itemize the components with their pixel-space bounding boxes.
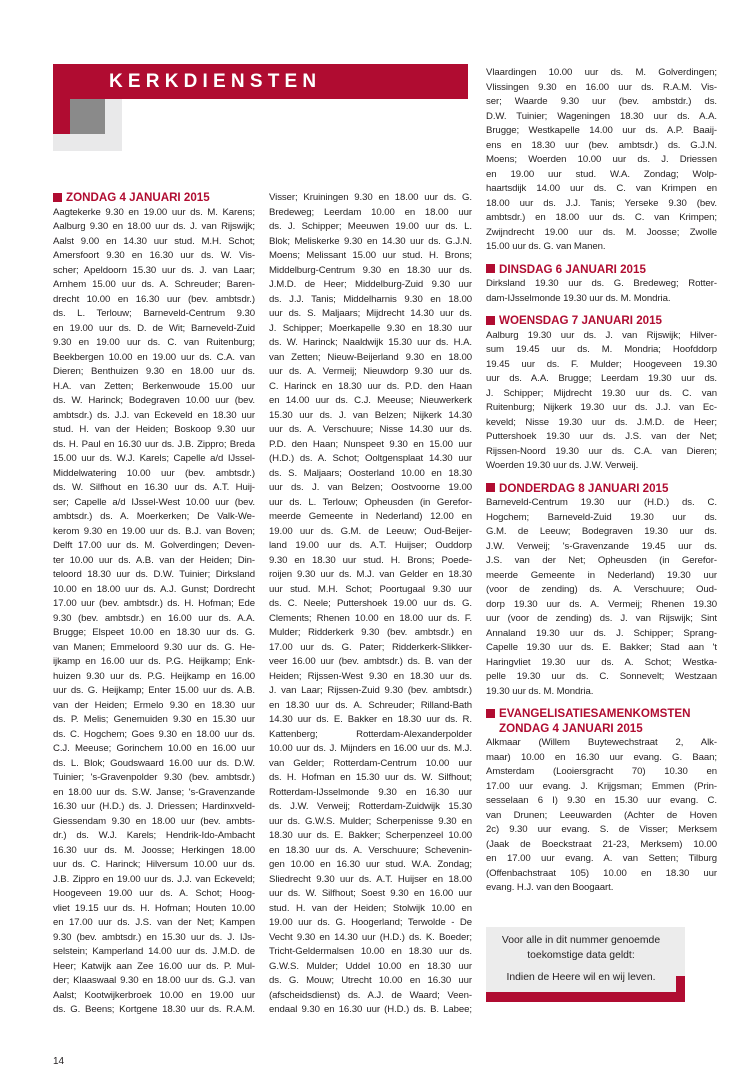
header-decoration-gray (70, 99, 105, 134)
service-text-line: G.W.S. Mulder; Uddel 10.00 en 18.30 uur (269, 960, 472, 972)
service-text-line: ds. H. Hofman en 15.30 uur ds. W. Silfhout; (269, 772, 472, 783)
service-text-line: huizen 9.30 uur ds. P.G. Heijkamp en 16.00 (53, 670, 255, 682)
schedule-section (486, 482, 717, 700)
service-text-line: uur ds. A. Verschuure; Nisse 14.30 uur ds. (269, 424, 472, 435)
service-text-line: Zwijndrecht 19.00 uur ds. M. Joosse; Zwolle (486, 226, 717, 238)
service-text-line: Aalst; Kootwijkerbroek 10.00 en 19.00 uur (53, 989, 255, 1001)
service-text-line: ds. C. Neele; Puttershoek 19.00 uur ds. G. (269, 598, 472, 609)
service-text-line: Brugge; Westkapelle 14.00 uur ds. A.P. Baaij- (486, 125, 717, 136)
service-text-line: Brugge; Elspeet 10.00 en 18.30 uur ds. G. (53, 627, 255, 638)
service-text-line: dr.) ds. W.J. Karels; Hendrik-Ido-Ambacht (53, 830, 255, 841)
service-text-line: endaal 9.30 en 16.30 uur (H.D.) ds. B. Labee; (269, 1004, 472, 1015)
service-text-line: Haringvliet 19.30 uur ds. A. Schot; Westka- (486, 656, 717, 668)
service-text-line: ds. C. Hogchem; Goes 9.30 en 18.00 uur ds. (53, 728, 255, 740)
service-text-line: 19.30 uur ds. M. Mondria. (486, 685, 594, 697)
service-text-line: 17.00 uur ds. G. Pater; Ridderkerk-Slikker- (269, 641, 472, 653)
service-text-line: 15.30 uur ds. J. van Belzen; Nijkerk 14.30 (269, 409, 472, 421)
service-text-line: Middelburg-Centrum 9.30 en 18.30 uur ds. (269, 264, 472, 276)
section-heading (486, 707, 717, 722)
service-text-line: haartsdijk 14.00 uur ds. C. van Krimpen en (486, 183, 717, 194)
service-text-line: scher; Apeldoorn 15.30 uur ds. J. van Laar; (53, 264, 255, 276)
section-heading-text: WOENSDAG 7 JANUARI 2015 (499, 314, 662, 327)
service-text-line: 10.00 en 18.00 uur ds. A.J. Gunst; Dordrecht (53, 583, 255, 595)
service-text-line: 2c) 9.30 uur evang. S. de Visser; Merksem (486, 824, 717, 835)
service-text-line: Barneveld-Centrum 19.30 uur (H.D.) ds. C. (486, 497, 717, 508)
service-text-line: gen 10.00 en 16.30 uur stud. W.A. Zondag; (269, 859, 472, 870)
service-text-line: uur ds. J. van Belzen; Oostvoorne 19.00 (269, 482, 472, 493)
service-text-line: J.W. Verweij; 's-Gravenzande 19.45 uur ds. (486, 540, 717, 552)
service-text-line: 17.00 uur evang. J. Krijgsman; Emmen (Prin- (486, 780, 717, 792)
service-text-line: en 19.00 uur stud. W.A. Zondag; Wolp- (486, 168, 717, 180)
service-text-line: 19.00 uur ds. G. Hoogerland; Terwolde - De (269, 917, 472, 928)
service-text-line: Aalburg 19.30 uur ds. J. van Rijswijk; Hilver- (486, 329, 717, 341)
service-text-line: 9.30 (bev. ambtsdr.) en 16.00 uur ds. A.A. (53, 612, 255, 624)
service-text-line: uur ds. G. Heijkamp; Enter 15.00 uur ds. A.B. (53, 685, 255, 696)
service-text-line: uur ds. W. Silfhout; Soest 9.30 en 16.00 uur (269, 888, 472, 899)
service-text-line: Heiden; Rijssen-West 9.30 en 18.30 uur ds. (269, 670, 472, 682)
service-text-line: ds. G. Beens; Kortgene 18.30 uur ds. R.A.M. (53, 1004, 255, 1015)
service-text-line: veer 16.00 uur (bev. ambtsdr.) ds. B. van der (269, 656, 472, 667)
service-text-line: ds. P. Melis; Genemuiden 9.30 en 15.30 uur (53, 714, 255, 725)
service-text-line: sesselaan 6 I) 9.30 en 15.30 uur evang. C. (486, 795, 717, 806)
service-text-line: (afscheidsdienst) ds. A.J. de Waard; Veen- (269, 989, 472, 1001)
service-text-line: H.A. van Zetten; Berkenwoude 15.00 uur (53, 380, 255, 392)
service-text-line: Clements; Rhenen 10.00 en 18.00 uur ds. F. (269, 612, 472, 624)
service-text-line: teloord 18.30 uur ds. D.W. Tuinier; Dirksland (53, 569, 255, 580)
service-text-line: pelle 19.30 uur ds. C. Sonnevelt; Westzaan (486, 671, 717, 682)
service-text-line: Tuinier; 's-Gravenpolder 9.30 (bev. ambtsdr.) (53, 772, 255, 783)
service-text-line: P.D. den Haan; Nunspeet 9.30 en 15.00 uur (269, 438, 472, 450)
service-text-line: G.M. de Leeuw; Bodegraven 19.30 uur ds. (486, 526, 717, 537)
page-number: 14 (53, 1056, 65, 1067)
section-heading-text: DINSDAG 6 JANUARI 2015 (499, 262, 646, 276)
service-text-line: 10.00 uur ds. J. Mijnders en 16.00 uur ds. M.J. (269, 743, 472, 754)
service-text-line: 9.30 (bev. ambtsdr.) en 15.30 uur ds. J. IJs- (53, 931, 255, 943)
page-title: KERKDIENSTEN (109, 71, 322, 92)
service-text-line: 9.30 en 18.30 uur stud. H. Brons; Poede- (269, 554, 472, 566)
service-text-line: ds. W. Harinck; Bodegraven 10.00 uur (bev. (53, 395, 255, 406)
service-text-line: Vlaardingen 10.00 uur ds. M. Golverdingen; (486, 67, 717, 78)
service-text-line: Heer; Katwijk aan Zee 16.00 uur ds. P. Mul- (53, 960, 255, 972)
service-text-line: ambtsdr.) ds. A. Moerkerken; De Valk-We- (53, 511, 255, 522)
service-text-line: Alkmaar (Willem Buytewechstraat 2, Alk- (486, 737, 717, 748)
column-1 (53, 191, 255, 1018)
service-text-line: (voor de zending) ds. A. Verschuure; Oud- (486, 584, 717, 595)
service-text-line: en 14.00 uur ds. C.J. Meeuse; Nieuwerkerk (269, 395, 472, 406)
service-text-line: van der Heiden; Ermelo 9.30 en 18.30 uur (53, 699, 255, 711)
service-text-line: Kattenberg; Rotterdam-Alexanderpolder (269, 728, 472, 740)
service-text-line: Ruitenburg; Nijkerk 19.30 uur ds. J.J. van Ec- (486, 402, 717, 413)
service-text-line: 18.30 uur ds. E. Bakker; Scherpenzeel 10.00 (269, 830, 472, 841)
service-text-line: keveld; Nisse 19.30 uur ds. J.M.D. de Heer; (486, 416, 717, 428)
service-text-line: Aalburg 9.30 en 18.00 uur ds. J. van Rijswijk; (53, 221, 255, 232)
schedule-section (53, 191, 255, 1018)
service-text-line: Vecht 9.30 en 14.30 uur (H.D.) ds. K. Boeder; (269, 931, 472, 943)
service-text-line: land 19.00 uur ds. A.T. Huijser; Ouddorp (269, 540, 472, 551)
service-text-line: meerde Gemeente in Nederland) 19.30 uur (486, 569, 717, 581)
service-text-line: Annaland 19.30 uur ds. J. Schipper; Sprang- (486, 627, 717, 639)
service-text-line: ser; Capelle a/d IJssel-West 10.00 uur (bev. (53, 496, 255, 508)
service-text-line: drecht 10.00 en 16.30 uur (bev. ambtsdr.) (53, 293, 255, 305)
service-text-line: evang. H.J. van den Boogaart. (486, 882, 614, 893)
square-bullet-icon (486, 264, 495, 273)
service-text-line: 14.30 uur ds. E. Bakker en 18.30 uur ds. R. (269, 714, 472, 725)
service-text-line: Vlissingen 9.30 en 16.00 uur ds. R.A.M. Vis- (486, 81, 717, 93)
service-text-line: selstein; Kamperland 14.00 uur ds. J.M.D. de (53, 946, 255, 957)
service-text-line: uur ds. L. Terlouw; Opheusden (in Gerefor- (269, 496, 472, 508)
service-text-line: der; Klaaswaal 9.30 en 18.00 uur ds. G.J. van (53, 975, 255, 986)
service-text-line: Dirksland 19.30 uur ds. G. Bredeweg; Rotter- (486, 278, 717, 289)
schedule-section (486, 314, 717, 474)
service-text-line: 19.45 uur ds. F. Mulder; Hoogeveen 19.30 (486, 358, 717, 370)
service-text-line: ens en 18.30 uur (bev. ambtsdr.) ds. G.J.N. (486, 139, 717, 151)
service-text-line: ds. H. Paul en 16.30 uur ds. J.B. Zippro; Breda (53, 438, 255, 450)
service-text-line: (Offenbachstraat 105) 10.00 en 18.30 uur (486, 867, 717, 879)
service-text-line: J. Schipper; Mijdrecht 19.30 uur ds. C. van (486, 387, 717, 399)
service-text-line: Tricht-Geldermalsen 10.00 en 18.30 uur ds. (269, 946, 472, 957)
service-text-line: ds. S. Maljaars; Oosterland 10.00 en 18.30 (269, 467, 472, 479)
service-text-line: ds. W. Harinck; Naaldwijk 15.30 uur ds. H.A. (269, 337, 472, 348)
section-heading (486, 482, 717, 497)
service-text-line: 15.00 uur ds. G. van Manen. (486, 241, 606, 252)
service-text-line: D.W. Tuinier; Wageningen 18.30 uur ds. A.A. (486, 110, 717, 122)
square-bullet-icon (53, 193, 62, 202)
service-text-line: Middelwatering 10.00 uur (bev. ambtsdr.) (53, 467, 255, 479)
service-text-line: van Gelder; Rotterdam-Centrum 10.00 uur (269, 757, 472, 769)
column-2 (269, 191, 472, 1018)
service-text-line: en 18.00 uur ds. S.W. Janse; 's-Gravenzande (53, 786, 255, 798)
service-text-line: ambtsdr.) en 18.00 uur ds. C. van Krimpen; (486, 212, 717, 223)
service-text-line: C.J. Meeuse; Gorinchem 10.00 en 16.00 uur (53, 743, 255, 754)
service-text-line: ambtsdr.) ds. J.J. van Eckeveld en 18.30 uur (53, 409, 255, 421)
service-text-line: 18.00 uur ds. J.J. Tanis; Yerseke 9.30 (bev. (486, 197, 717, 209)
service-text-line: dorp 19.30 uur ds. A. Vermeij; Rhenen 19.30 (486, 598, 717, 610)
service-text-line: van Drunen; Leeuwarden (Achter de Hoven (486, 809, 717, 821)
service-text-line: uur stud. M.H. Schot; Poortugaal 9.30 uur (269, 583, 472, 595)
service-text-line: (Jaak de Boeckstraat 21-23, Merksem) 10.00 (486, 838, 717, 850)
section-heading (486, 722, 717, 737)
service-text-line: Aagtekerke 9.30 en 19.00 uur ds. M. Karens; (53, 206, 255, 218)
service-text-line: Delft 17.00 uur ds. M. Golverdingen; Deven- (53, 540, 255, 551)
service-text-line: van Zetten; Nieuw-Beijerland 9.30 en 18.00 (269, 351, 472, 363)
service-text-line: J. Schipper; Moerkapelle 9.30 en 18.30 uur (269, 322, 472, 334)
service-text-line: J.M.D. de Heer; Middelburg-Zuid 9.30 uur (269, 279, 472, 290)
service-text-line: Sliedrecht 9.30 uur ds. A.T. Huijser en 18.00 (269, 873, 472, 885)
service-text-line: ds. L. Terlouw; Barneveld-Centrum 9.30 (53, 308, 255, 319)
square-bullet-icon (486, 316, 495, 325)
service-text-line: 15.00 uur ds. W.J. Karels; Capelle a/d IJssel- (53, 453, 255, 464)
service-text-line: Rijssen-Noord 19.30 uur ds. C.A. van Dieren; (486, 445, 717, 457)
service-text-line: en 19.00 uur ds. D. de Wit; Barneveld-Zuid (53, 322, 255, 334)
service-text-line: uur ds. G.W.S. Mulder; Scherpenisse 9.30 en (269, 815, 472, 827)
service-text-line: en 17.00 uur ds. J.S. van der Net; Kampen (53, 917, 255, 928)
schedule-section (486, 263, 717, 307)
service-text-line: ser; Waarde 9.30 uur (bev. ambstdr.) ds. (486, 96, 717, 107)
service-text-line: en 18.30 uur ds. A. Verschuure; Schevenin- (269, 844, 472, 856)
service-text-line: Hoogeveen 19.00 uur ds. A. Schot; Hoog- (53, 888, 255, 899)
service-text-line: Moens; Melissant 15.00 uur stud. H. Brons; (269, 250, 472, 261)
service-text-line: 17.00 uur (bev. ambtsdr.) ds. H. Hofman; Ede (53, 598, 255, 609)
service-text-line: maar) 10.00 en 16.30 uur evang. G. Baan; (486, 751, 717, 763)
service-text-line: 16.30 uur (H.D.) ds. J. Driessen; Hardinxveld- (53, 801, 255, 812)
service-text-line: Arnhem 15.00 uur ds. A. Schreuder; Baren- (53, 279, 255, 290)
section-heading (53, 191, 255, 206)
service-text-line: Aalst 9.00 en 14.30 uur stud. M.H. Schot; (53, 235, 255, 247)
service-text-line: Puttershoek 19.30 uur ds. J.S. van der Net; (486, 431, 717, 442)
service-text-line: Dieren; Benthuizen 9.30 en 18.00 uur ds. (53, 366, 255, 377)
service-text-line: Mulder; Ridderkerk 9.30 (bev. ambtsdr.) en (269, 627, 472, 638)
service-text-line: C. Harinck en 18.30 uur ds. P.D. den Haan (269, 380, 472, 392)
service-text-line: stud. H. van der Heiden; Stolwijk 10.00 en (269, 902, 472, 914)
service-text-line: uur ds. S. Maljaars; Mijdrecht 14.30 uur ds. (269, 308, 472, 319)
section-heading-text: EVANGELISATIESAMENKOMSTEN (499, 707, 691, 720)
service-text-line: van Manen; Emmeloord 9.30 uur ds. G. He- (53, 641, 255, 653)
notice-line: Indien de Heere wil en wij leven. (506, 972, 656, 983)
service-text-line: 16.30 uur ds. M. Joosse; Herkingen 18.00 (53, 844, 255, 856)
section-heading (486, 263, 717, 278)
service-text-line: en 18.30 uur ds. A. Schreuder; Rilland-Bath (269, 699, 472, 711)
section-heading-text: ZONDAG 4 JANUARI 2015 (499, 721, 643, 735)
service-text-line: uur ds. A. Vermeij; Nieuwdorp 9.30 uur ds. (269, 366, 472, 377)
notice-line: Voor alle in dit nummer genoemde (501, 935, 661, 946)
service-text-line: (H.D.) ds. A. Schot; Ooltgensplaat 14.30 uur (269, 453, 472, 464)
section-heading-text: ZONDAG 4 JANUARI 2015 (66, 191, 210, 204)
notice-accent-bar (486, 992, 685, 1002)
service-text-line: kerom 9.30 en 19.00 uur ds. B.J. van Boven; (53, 525, 255, 537)
service-text-line: vliet 19.15 uur ds. H. Hofman; Houten 10.00 (53, 902, 255, 914)
service-text-line: Amersfoort 9.30 en 16.30 uur ds. W. Vis- (53, 250, 255, 261)
service-text-line: ds. J.W. Verweij; Rotterdam-Zuidwijk 15.30 (269, 801, 472, 812)
schedule-section (486, 707, 717, 896)
service-text-line: ds. W. Silfhout en 16.30 uur ds. A.T. Huij- (53, 482, 255, 493)
service-text-line: ds. L. Blok; Goudswaard 16.00 uur ds. D.W. (53, 757, 255, 769)
service-text-line: Hogchem; Barneveld-Zuid 19.30 uur ds. (486, 511, 717, 523)
service-text-line: uur (voor de zending) ds. J. van Rijswijk; Sint (486, 613, 717, 624)
square-bullet-icon (486, 483, 495, 492)
service-text-line: ijkamp en 16.00 uur ds. P.G. Heijkamp; Enk- (53, 656, 255, 667)
section-heading-text: DONDERDAG 8 JANUARI 2015 (499, 481, 669, 495)
service-text-line: Blok; Meliskerke 9.30 en 14.30 uur ds. G.J.N. (269, 235, 472, 247)
service-text-line: en 17.00 uur evang. A. van Setten; Tilburg (486, 853, 717, 864)
service-text-line: Beekbergen 10.00 en 19.00 uur ds. C.A. van (53, 351, 255, 363)
service-text-line: meerde Gemeente in Nederland) 12.00 en (269, 511, 472, 522)
service-text-line: J.S. van der Net; Opheusden (in Gerefor- (486, 555, 717, 566)
service-text-line: stud. H. van der Heiden; Boskoop 9.30 uur (53, 424, 255, 435)
service-text-line: sum 19.45 uur ds. M. Mondria; Hoofddorp (486, 344, 717, 355)
schedule-section (486, 66, 717, 255)
header-decoration-red (53, 99, 70, 134)
service-text-line: Amsterdam (Looiersgracht 70) 10.30 en (486, 766, 717, 777)
service-text-line: ter 10.00 uur ds. A.B. van der Heiden; Din- (53, 554, 255, 566)
service-text-line: roijen 9.30 uur ds. M.J. van Gelder en 18.30 (269, 569, 472, 580)
service-text-line: ds. J. Schipper; Meeuwen 19.00 uur ds. L. (269, 221, 472, 232)
service-text-line: 19.00 uur ds. G.M. de Leeuw; Oud-Beijer- (269, 525, 472, 537)
service-text-line: Woerden 19.30 uur ds. J.W. Verweij. (486, 460, 639, 471)
service-text-line: Moens; Woerden 10.00 uur ds. J. Driessen (486, 154, 717, 165)
service-text-line: ds. G. Mouw; Utrecht 10.00 en 16.30 uur (269, 975, 472, 986)
service-text-line: ds. J.J. Tanis; Middelharnis 9.30 en 18.00 (269, 293, 472, 305)
service-text-line: Bredeweg; Leerdam 10.00 en 18.00 uur (269, 206, 472, 218)
schedule-section (269, 191, 472, 1018)
square-bullet-icon (486, 709, 495, 718)
service-text-line: Capelle 19.30 uur ds. E. Bakker; Stad aan 't (486, 642, 717, 653)
service-text-line: dam-IJsselmonde 19.30 uur ds. M. Mondria. (486, 292, 671, 304)
section-heading (486, 314, 717, 329)
service-text-line: J.B. Zippro en 19.00 uur ds. J.J. van Eckeveld; (53, 873, 255, 885)
column-3 (486, 66, 717, 896)
service-text-line: Rotterdam-IJsselmonde 9.30 en 16.30 uur (269, 786, 472, 798)
service-text-line: Visser; Kruiningen 9.30 en 18.00 uur ds. G. (269, 192, 472, 203)
notice-line: toekomstige data geldt: (527, 950, 635, 961)
service-text-line: J. van Laar; Rijssen-Zuid 9.30 (bev. ambtsdr.) (269, 685, 472, 696)
service-text-line: uur ds. C. Harinck; Hilversum 10.00 uur ds. (53, 859, 255, 870)
service-text-line: 9.30 en 19.00 uur ds. C. van Ruitenburg; (53, 337, 255, 348)
service-text-line: uur ds. A.A. Brugge; Leerdam 19.30 uur ds. (486, 373, 717, 384)
service-text-line: Giessendam 9.30 en 18.00 uur (bev. ambts- (53, 815, 255, 827)
